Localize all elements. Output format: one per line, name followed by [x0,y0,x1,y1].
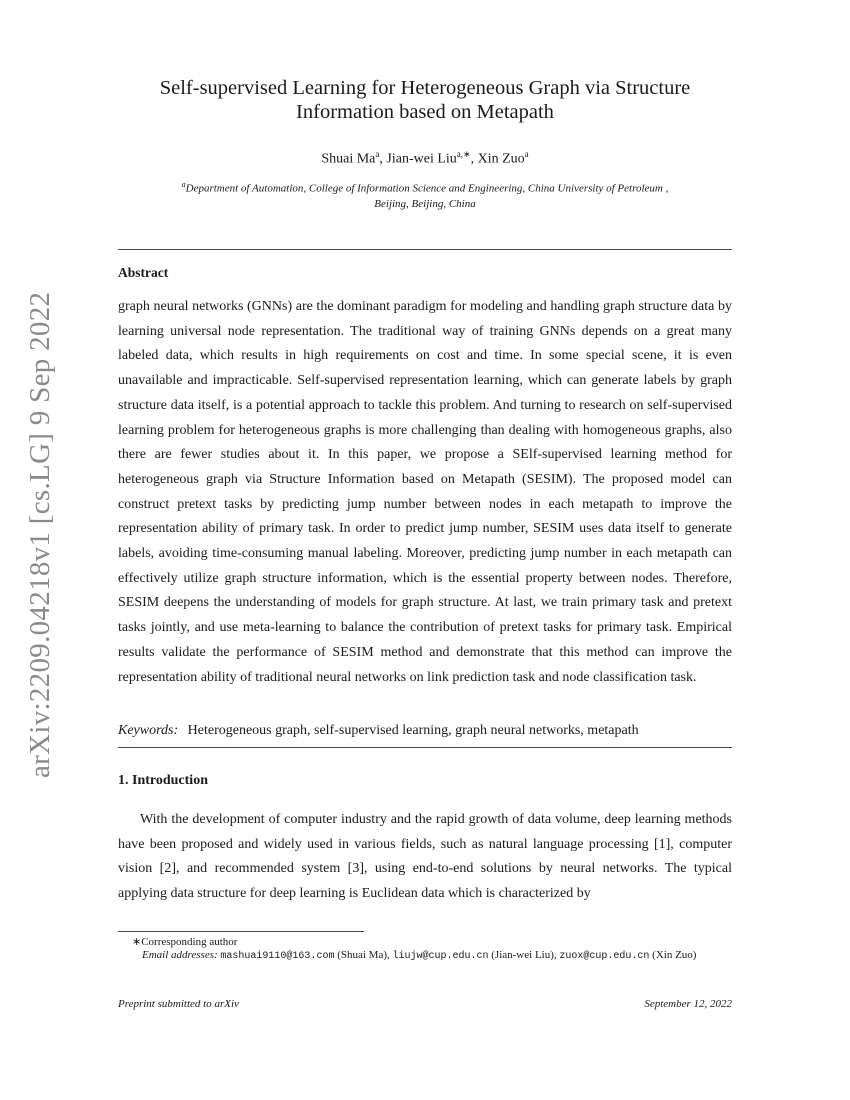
author-list: Shuai Ma$^a$, Jian-wei Liu$^{a,∗}$, Xin Zuo$^a$ [321,149,529,167]
arxiv-identifier-text: arXiv:2209.04218v1 [cs.LG] 9 Sep 2022 [24,291,56,778]
email-link[interactable]: zuox@cup.edu.cn [559,951,650,962]
footnote-emails [118,948,762,964]
preprint-note: Preprint submitted to arXiv [118,998,239,1010]
email-link[interactable]: liujw@cup.edu.cn [392,951,489,962]
keywords-list: Heterogeneous graph, self-supervised learning, graph neural networks, metapath [187,723,639,738]
email-owner: (Jian-wei Liu), [491,949,557,961]
author-affil-mark: a [524,149,529,159]
abstract-bottom-rule [118,747,732,748]
arxiv-identifier-stamp [18,291,62,778]
author-name: Jian-wei Liu [386,151,457,167]
affiliation-line2: Beijing, Beijing, China [374,197,476,210]
email-owner: (Shuai Ma), [337,949,390,961]
abstract-heading: Abstract [118,265,169,280]
footnote-corresponding-author: ∗Corresponding author [132,936,238,948]
paper-title [118,76,732,124]
keywords-label: Keywords: [118,723,179,738]
affiliation-line1: Department of Automation, College of Information Science and Engineering, China University of Petroleum , [185,182,669,195]
submission-date: September 12, 2022 [644,998,732,1010]
email-link[interactable]: mashuai9110@163.com [220,951,335,962]
section-heading-introduction: 1. Introduction [118,773,208,788]
introduction-paragraph: With the development of computer industry and the rapid growth of data volume, deep learning methods have been proposed and widely used in various fields, such as natural language processing [1], computer vision [2], and recommended system [3], using end-to-end solutions by neural networks. The typical applying data structure for deep learning is Euclidean data which is characterized by [118,812,732,901]
abstract-text: graph neural networks (GNNs) are the dominant paradigm for modeling and handling graph structure data by learning universal node representation. The traditional way of training GNNs depends on a great many labeled data, which results in high requirements on cost and time. In some special scene, it is even unavailable and impracticable. Self-supervised representation learning, which can generate labels by graph structure data itself, is a potential approach to tackle this problem. And turning to research on self-supervised learning problem for heterogeneous graphs is more challenging than dealing with homogeneous graphs, also there are fewer studies about it. In this paper, we propose a SElf-supervised learning method for heterogeneous graph via Structure Information based on Metapath (SESIM). The proposed model can construct pretext tasks by predicting jump number between nodes in each metapath to improve the representation ability of primary task. In order to predict jump number, SESIM uses data itself to generate labels, avoiding time-consuming manual labeling. Moreover, predicting jump number in each metapath can effectively utilize graph structure information, which is the essential property between nodes. Therefore, SESIM deepens the understanding of models for graph structure. At last, we train primary task and pretext tasks jointly, and use meta-learning to balance the contribution of pretext tasks for primary task. Empirical results validate the performance of SESIM method and demonstrate that this method can improve the representation ability of traditional neural networks on link prediction task and node classification task. [118,299,732,685]
affiliation-mark: a [181,180,186,189]
author-name: Shuai Ma [321,151,376,167]
paper-title-line1: Self-supervised Learning for Heterogeneous Graph via Structure [159,77,691,99]
author-affil-mark: a [375,149,380,159]
email-label: Email addresses: [142,949,218,961]
abstract-top-rule [118,249,732,250]
email-owner: (Xin Zuo) [652,949,697,961]
affiliation [118,177,732,212]
keywords-line [118,719,732,743]
footnote-rule [118,931,364,932]
paper-title-line2: Information based on Metapath [296,101,554,123]
author-affil-mark: a,∗ [456,149,471,159]
author-name: Xin Zuo [477,151,525,167]
